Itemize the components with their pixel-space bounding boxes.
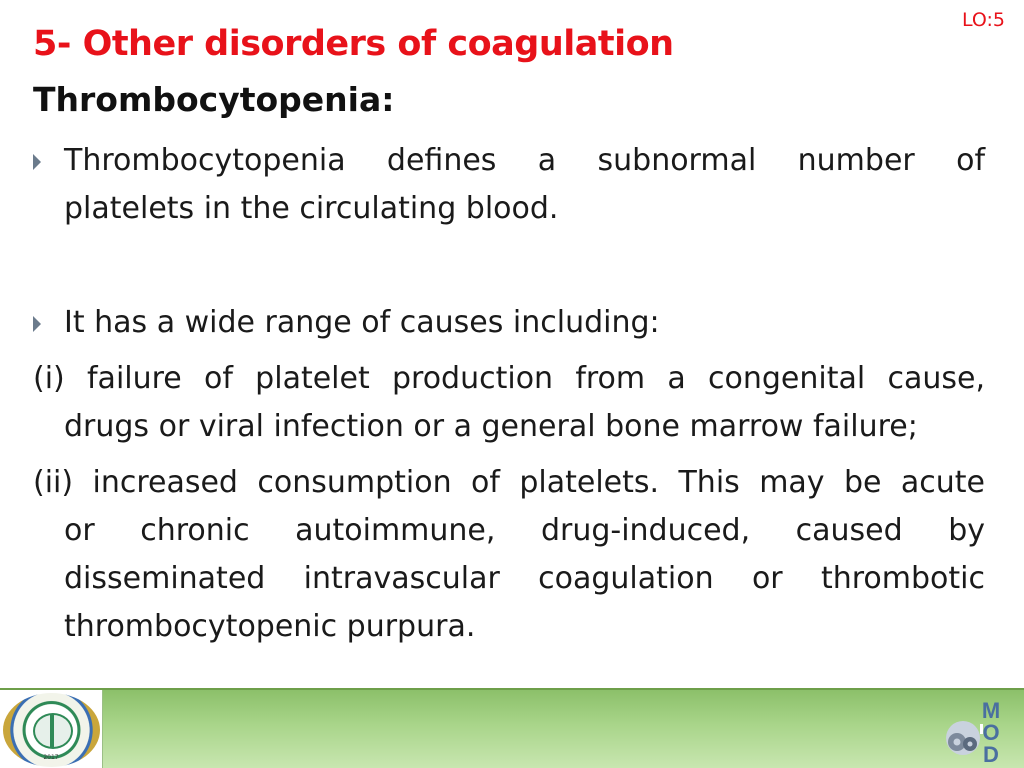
cause-line: (ii) increased consumption of platelets. This may be acute <box>33 465 985 500</box>
cause-line: drugs or viral infection or a general bone marrow failure; <box>64 409 918 444</box>
cause-item-ii <box>33 459 985 651</box>
mod-letter: D <box>983 742 999 764</box>
seal-year: 2017 <box>43 754 59 761</box>
cause-line: thrombocytopenic purpura. <box>64 609 476 644</box>
cause-line: or chronic autoimmune, drug-induced, caused by <box>64 513 985 548</box>
bullet-line: Thrombocytopenia defines a subnormal number of <box>64 143 985 178</box>
cause-item-i <box>33 355 985 451</box>
cause-line: (i) failure of platelet production from a congenital cause, <box>33 361 985 396</box>
bullet-item-definition <box>33 137 985 233</box>
lo-tag: LO:5 <box>962 9 1006 31</box>
footer-bar <box>0 688 1024 768</box>
slide-title: 5- Other disorders of coagulation <box>33 24 674 64</box>
bullet-line: It has a wide range of causes including: <box>64 305 660 340</box>
bullet-arrow-icon <box>33 154 41 170</box>
mod-logo-icon <box>936 696 1010 764</box>
slide-subtitle: Thrombocytopenia: <box>33 80 395 119</box>
bullet-line: platelets in the circulating blood. <box>64 191 559 226</box>
mod-letter: O <box>982 720 1000 745</box>
bullet-arrow-icon <box>33 316 41 332</box>
university-seal-icon <box>3 693 100 767</box>
footer-logo-box <box>0 690 103 768</box>
cause-line: disseminated intravascular coagulation or thrombotic <box>64 561 985 596</box>
mod-letter: M <box>981 698 1001 723</box>
bullet-item-causes <box>33 299 985 347</box>
